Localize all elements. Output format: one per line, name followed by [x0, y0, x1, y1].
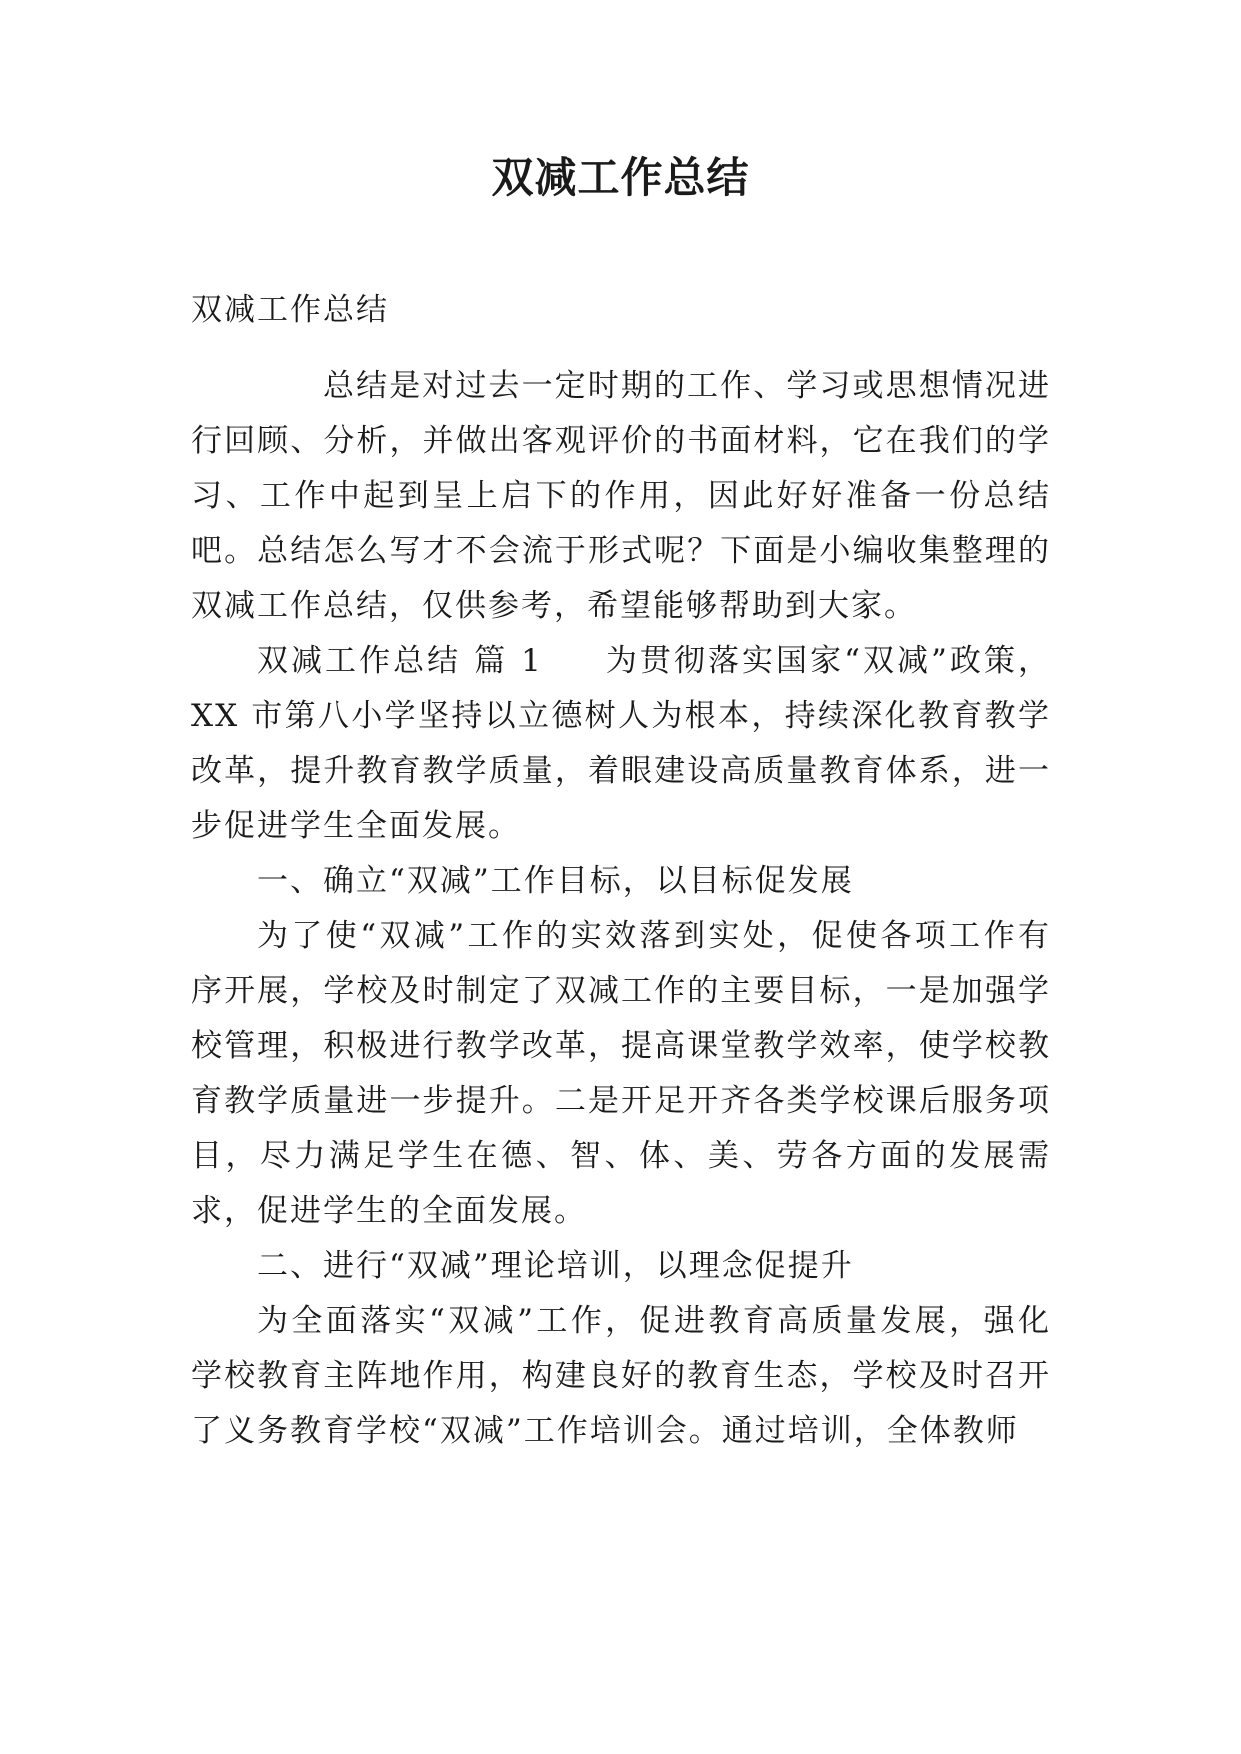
document-title: 双减工作总结	[491, 153, 750, 202]
article-lead: 为贯彻落实国家“双减”政策，XX 市第八小学坚持以立德树人为根本，持续深化教育教学改革，提升教育教学质量，着眼建设高质量教育体系，进一步促进学生全面发展。	[191, 643, 1051, 844]
intro-paragraph: 总结是对过去一定时期的工作、学习或思想情况进行回顾、分析，并做出客观评价的书面材料，它在我们的学习、工作中起到呈上启下的作用，因此好好准备一份总结吧。总结怎么写才不会流于形式呢？下面是小编收集整理的双减工作总结，仅供参考，希望能够帮助到大家。	[191, 368, 1051, 624]
section-2-heading: 二、进行“双减”理论培训，以理念促提升	[257, 1248, 854, 1284]
article-part: 篇 1	[473, 643, 543, 679]
section-1-heading: 一、确立“双减”工作目标，以目标促发展	[257, 863, 854, 899]
article-lead-paragraph	[191, 634, 1051, 854]
article-heading: 双减工作总结	[257, 643, 462, 679]
document-subtitle: 双减工作总结	[191, 292, 389, 328]
document-body	[191, 359, 1051, 1459]
section-2-body: 为全面落实“双减”工作，促进教育高质量发展，强化学校教育主阵地作用，构建良好的教育生态，学校及时召开了义务教育学校“双减”工作培训会。通过培训，全体教师	[191, 1303, 1051, 1449]
section-1-body: 为了使“双减”工作的实效落到实处，促使各项工作有序开展，学校及时制定了双减工作的主要目标，一是加强学校管理，积极进行教学改革，提高课堂教学效率，使学校教育教学质量进一步提升。二是开足开齐各类学校课后服务项目，尽力满足学生在德、智、体、美、劳各方面的发展需求，促进学生的全面发展。	[191, 918, 1051, 1229]
